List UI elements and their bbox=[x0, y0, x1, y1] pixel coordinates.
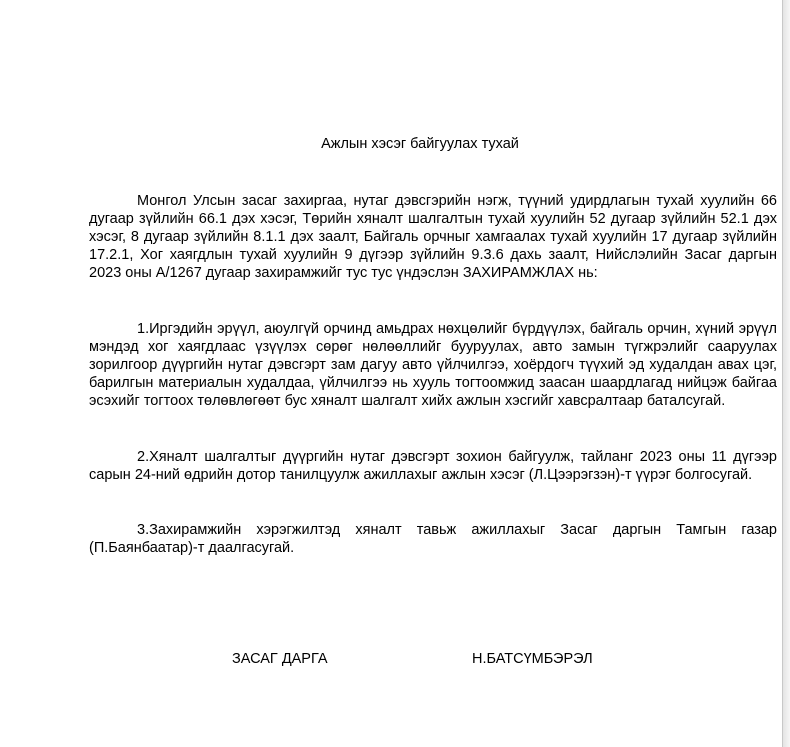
clause-2-paragraph: 2.Хяналт шалгалтыг дүүргийн нутаг дэвсгэрт зохион байгуулж, тайланг 2023 оны 11 дүгээр сарын 24-ний өдрийн дотор танилцуулж ажиллахыг ажлын хэсэг (Л.Цээрэгзэн)-т үүрэг болгосугай. bbox=[89, 449, 777, 483]
clause-1-paragraph: 1.Иргэдийн эрүүл, аюулгүй орчинд амьдрах нөхцөлийг бүрдүүлэх, байгаль орчин, хүний эрүүл мэндэд хог хаягдлаас үзүүлэх сөрөг нөлөөллийг бууруулах, авто замын түгжрэлийг сааруулах зорилгоор дүүргийн нутаг дэвсгэрт зам дагуу авто үйлчилгээ, хоёрдогч түүхий эд худалдан авах цэг, барилгын материалын худалдаа, үйлчилгээ нь хууль тогтоомжид заасан шаардлагад нийцэж байгаа эсэхийг тогтоох төлөвлөгөөт бус хяналт шалгалт хийх ажлын хэсгийг хавсралтаар баталсугай. bbox=[89, 321, 777, 409]
signatory-position: ЗАСАГ ДАРГА bbox=[232, 651, 328, 667]
clause-3-paragraph: 3.Захирамжийн хэрэгжилтэд хяналт тавьж ажиллахыг Засаг даргын Тамгын газар (П.Баянбаатар)-т даалгасугай. bbox=[89, 522, 777, 556]
preamble-paragraph: Монгол Улсын засаг захиргаа, нутаг дэвсгэрийн нэгж, түүний удирдлагын тухай хуулийн 66 дугаар зүйлийн 66.1 дэх хэсэг, Төрийн хяналт шалгалтын тухай хуулийн 52 дугаар зүйлийн 52.1 дэх хэсэг, 8 дугаар зүйлийн 8.1.1 дэх заалт, Байгаль орчныг хамгаалах тухай хуулийн 17 дугаар зүйлийн 17.2.1, Хог хаягдлын тухай хуулийн 9 дүгээр зүйлийн 9.3.6 дахь заалт, Нийслэлийн Засаг даргын 2023 оны А/1267 дугаар захирамжийг тус тус үндэслэн ЗАХИРАМЖЛАХ нь: bbox=[89, 193, 777, 281]
page-edge-shadow bbox=[783, 0, 790, 747]
signatory-name: Н.БАТСҮМБЭРЭЛ bbox=[472, 651, 593, 667]
document-title: Ажлын хэсэг байгуулах тухай bbox=[321, 136, 519, 152]
